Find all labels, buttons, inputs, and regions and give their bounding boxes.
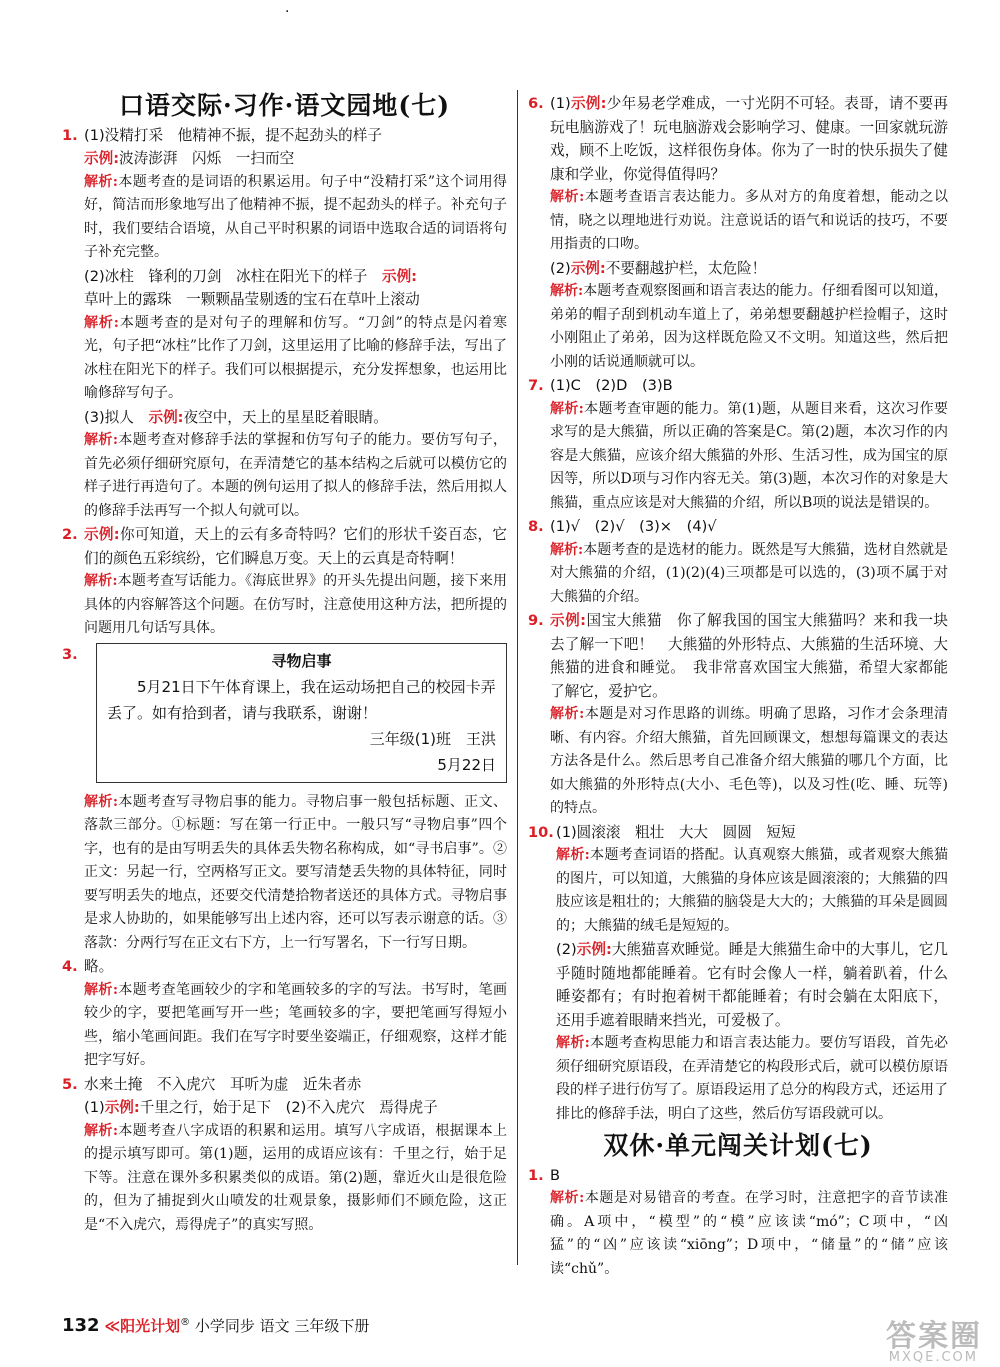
question-number: 1. bbox=[528, 1166, 544, 1184]
example-text: 夜空中，天上的星星眨着眼睛。 bbox=[183, 408, 388, 426]
analysis-text: 本题考查构思能力和语言表达能力。要仿写语段，首先必须仔细研究原语段，在弄清楚它的构段形式后，就可以模仿原语段的样子进行仿写了。原语段运用了总分的构段方式，还运用了排比的修辞手法，明白了这些，然后仿写语段就可以。 bbox=[556, 1035, 949, 1122]
analysis bbox=[84, 171, 507, 265]
analysis-label: 解析: bbox=[550, 1190, 585, 1206]
question-10 bbox=[528, 821, 948, 1127]
example-line bbox=[550, 92, 948, 186]
question-2 bbox=[62, 523, 507, 641]
question-5 bbox=[62, 1073, 507, 1238]
example-text: 波涛澎湃 闪烁 一扫而空 bbox=[119, 150, 295, 167]
question-number: 5. bbox=[62, 1075, 78, 1093]
answer-text: (1) bbox=[550, 95, 571, 112]
analysis-text: 本题考查写话能力。《海底世界》的开头先提出问题，接下来用具体的内容解答这个问题。在仿写时，注意使用这种方法，把所提的问题用几句话写具体。 bbox=[84, 573, 508, 636]
column-divider bbox=[517, 90, 518, 1265]
analysis-label: 解析: bbox=[550, 189, 585, 205]
analysis-text: 本题考查对修辞手法的掌握和仿写句子的能力。要仿写句子，首先必须仔细研究原句，在弄清楚它的基本结构之后就可以模仿它的样子进行再造句了。本题的例句运用了拟人的修辞手法，然后用拟人的修辞手法再写一个拟人句就可以。 bbox=[84, 432, 507, 519]
analysis-label: 解析: bbox=[556, 1035, 590, 1051]
example-line bbox=[84, 1096, 507, 1120]
analysis-text: 本题考查笔画较少的字和笔画较多的字的写法。书写时，笔画较少的字，要把笔画写开一些；笔画较多的字，要把笔画写得短小些，缩小笔画间距。我们在写字时要坐姿端正，仔细观察，这样才能把字写好。 bbox=[84, 981, 507, 1068]
answer-line bbox=[84, 406, 507, 430]
unit-question-1 bbox=[528, 1164, 948, 1282]
question-3 bbox=[62, 643, 507, 783]
analysis bbox=[550, 539, 948, 610]
question-8 bbox=[528, 515, 948, 609]
page-number: 132 bbox=[62, 1315, 100, 1336]
example-label: 示例: bbox=[550, 612, 587, 629]
right-column bbox=[528, 92, 948, 1281]
analysis bbox=[550, 398, 948, 516]
analysis-text: 本题考查的是词语的积累运用。句子中“没精打采”这个词用得好，简洁而形象地写出了他精神不振，提不起劲头的样子。补充句子时，我们要结合语境，从自己平时积累的词语中选取合适的词语将句子补充完整。 bbox=[84, 173, 507, 260]
question-6 bbox=[528, 92, 948, 374]
section-title-left: 口语交际·习作·语文园地(七) bbox=[118, 91, 451, 120]
example-label: 示例: bbox=[84, 526, 120, 543]
analysis-text: 本题考查审题的能力。第(1)题，从题目来看，这次习作要求写的是大熊猫，所以正确的答案是C。第(2)题，本次习作的内容是大熊猫，应该介绍大熊猫的外形、生活习性，成为国宝的原因等，所以D项与习作内容无关。第(3)题，本次习作的对象是大熊猫，重点应该是对大熊猫的介绍，所以B项的说法是错误的。 bbox=[550, 400, 948, 511]
example-text: 你可知道，天上的云有多奇特吗？它们的形状千姿百态，它们的颜色五彩缤纷，它们瞬息万变。天上的云真是奇特啊！ bbox=[84, 526, 507, 567]
notice-title: 寻物启事 bbox=[271, 651, 332, 670]
answer-line: (1)没精打采 他精神不振，提不起劲头的样子 bbox=[84, 126, 382, 144]
analysis bbox=[84, 979, 507, 1073]
book-title: 小学同步 语文 三年级下册 bbox=[194, 1317, 370, 1335]
analysis bbox=[550, 1187, 948, 1281]
question-number: 6. bbox=[528, 95, 544, 112]
analysis-text: 本题考查语言表达能力。多从对方的角度着想，能动之以情，晓之以理地进行劝说。注意说话的语气和说话的技巧，不要用指责的口吻。 bbox=[550, 189, 949, 252]
notice-signature: 三年级(1)班 王洪 bbox=[369, 729, 496, 748]
analysis bbox=[84, 791, 507, 956]
example-label: 示例: bbox=[381, 267, 418, 285]
analysis-text: 本题是对易错音的考查。在学习时，注意把字的音节读准确。A项中，“模型”的“模”应该读“mó”；C项中，“凶猛”的“凶”应该读“xiōng”；D项中，“储量”的“储”应该读“chǔ”。 bbox=[550, 1190, 949, 1277]
analysis-label: 解析: bbox=[84, 981, 118, 998]
example-label: 示例: bbox=[148, 408, 184, 426]
analysis-label: 解析: bbox=[84, 573, 118, 589]
analysis-text: 本题考查八字成语的积累和运用。填写八字成语，根据课本上的提示填写即可。第(1)题，运用的成语应该有：千里之行，始于足下等。注意在课外多积累类似的成语。第(2)题，靠近火山是很危险的，但为了捕捉到火山喷发的壮观景象，摄影师们不顾危险，这正是“不入虎穴，焉得虎子”的真实写照。 bbox=[84, 1122, 507, 1233]
example-line bbox=[84, 147, 507, 171]
analysis-label: 解析: bbox=[84, 793, 118, 810]
analysis-label: 解析: bbox=[84, 314, 119, 331]
example-line bbox=[84, 523, 507, 570]
analysis bbox=[84, 1120, 507, 1238]
question-1 bbox=[62, 124, 507, 524]
watermark-url: MXQE.COM bbox=[888, 1350, 978, 1365]
answer-line: B bbox=[550, 1166, 561, 1184]
analysis bbox=[556, 844, 948, 938]
example-label: 示例: bbox=[570, 259, 606, 277]
question-number: 7. bbox=[528, 377, 544, 394]
example-text: 国宝大熊猫 你了解我国的国宝大熊猫吗？来和我一块去了解一下吧！ 大熊猫的外形特点、大熊猫的生活环境、大熊猫的进食和睡觉。 我非常喜欢国宝大熊猫，希望大家都能了解它，爱护它。 bbox=[550, 612, 948, 700]
analysis-text: 本题考查的是选材的能力。既然是写大熊猫，选材自然就是对大熊猫的介绍，(1)(2)(4)三项都是可以选的，(3)项不属于对大熊猫的介绍。 bbox=[550, 541, 949, 605]
answer-line: 水来土掩 不入虎穴 耳听为虚 近朱者赤 bbox=[84, 1075, 362, 1093]
question-number: 3. bbox=[62, 645, 78, 663]
example-line bbox=[550, 257, 948, 281]
analysis-label: 解析: bbox=[550, 706, 585, 722]
example-label: 示例: bbox=[570, 95, 607, 112]
registered-mark: ® bbox=[180, 1317, 191, 1328]
question-number: 1. bbox=[62, 126, 78, 144]
answer-text: (2) bbox=[556, 941, 577, 958]
notice-date: 5月22日 bbox=[437, 755, 496, 774]
example-text: 不要翻越护栏，太危险！ bbox=[605, 259, 767, 277]
watermark-logo: 答案圈 bbox=[886, 1319, 982, 1354]
answer-line: (1)圆滚滚 粗壮 大大 圆圆 短短 bbox=[556, 823, 796, 841]
question-3-analysis bbox=[62, 791, 507, 956]
example-label: 示例: bbox=[576, 941, 612, 958]
example-text: 少年易老学难成，一寸光阴不可轻。表哥，请不要再玩电脑游戏了！玩电脑游戏会影响学习、健康。一回家就玩游戏，顾不上吃饭，这样很伤身体。你为了一时的快乐损失了健康和学业，你觉得值得吗？ bbox=[550, 95, 948, 183]
example-label: 示例: bbox=[104, 1099, 140, 1116]
brand-name: 阳光计划 bbox=[120, 1317, 181, 1335]
analysis-label: 解析: bbox=[550, 400, 584, 417]
answer-text: (2)冰柱 锋利的刀剑 冰柱在阳光下的样子 bbox=[84, 267, 368, 285]
answer-line: (1)C (2)D (3)B bbox=[550, 377, 673, 394]
analysis bbox=[556, 1032, 948, 1126]
answer-text: (1) bbox=[84, 1099, 105, 1116]
example-line bbox=[556, 938, 948, 1032]
answer-line: (1)√ (2)√ (3)× (4)√ bbox=[550, 518, 717, 535]
analysis-label: 解析: bbox=[556, 847, 590, 863]
question-number: 10. bbox=[528, 823, 554, 841]
analysis-text: 本题考查的是对句子的理解和仿写。“刀剑”的特点是闪着寒光，句子把“冰柱”比作了刀剑，这里运用了比喻的修辞手法，写出了冰柱在阳光下的样子。我们可以根据提示，充分发挥想象，也运用比喻修辞写句子。 bbox=[84, 314, 507, 401]
analysis-label: 解析: bbox=[550, 541, 584, 558]
section-title-right: 双休·单元闯关计划(七) bbox=[603, 1131, 873, 1160]
question-4 bbox=[62, 955, 507, 1073]
analysis-label: 解析: bbox=[84, 173, 118, 190]
analysis-text: 本题考查写寻物启事的能力。寻物启事一般包括标题、正文、落款三部分。①标题：写在第一行正中。一般只写“寻物启事”四个字，也有的是由写明丢失的具体丢失物名称构成，如“寻书启事”。②正文：另起一行，空两格写正文。要写清楚丢失物的具体特征，同时要写明丢失的地点，还要交代清楚拾物者送还的具体方式。寻物启事是求人协助的，如果能够写出上述内容，还可以写表示谢意的话。③落款：分两行写在正文右下方，上一行写署名，下一行写日期。 bbox=[84, 793, 507, 951]
answer-line: 略。 bbox=[84, 958, 114, 975]
example-line bbox=[550, 609, 948, 703]
page-footer bbox=[62, 1315, 369, 1336]
analysis-text: 本题是对习作思路的训练。明确了思路，习作才会条理清晰、有内容。介绍大熊猫，首先回顾课文，想想每篇课文的表达方法各是什么。然后思考自己准备介绍大熊猫的哪几个方面，比如大熊猫的外形特点(大小、毛色等)，以及习性(吃、睡、玩等)的特点。 bbox=[550, 706, 949, 816]
lost-notice-box bbox=[96, 643, 507, 783]
analysis bbox=[84, 312, 507, 406]
left-column bbox=[62, 92, 507, 1237]
header-mark: · bbox=[285, 4, 290, 20]
question-9 bbox=[528, 609, 948, 821]
analysis-label: 解析: bbox=[84, 1122, 118, 1139]
question-7 bbox=[528, 374, 948, 515]
analysis bbox=[550, 186, 948, 257]
example-label: 示例: bbox=[84, 150, 120, 167]
answer-line bbox=[84, 265, 507, 289]
analysis-text: 本题考查观察图画和语言表达的能力。仔细看图可以知道，弟弟的帽子刮到机动车道上了，弟弟想要翻越护栏捡帽子，这时小刚阻止了弟弟，因为这样既危险又不文明。知道这些，然后把小刚的话说通顺就可以。 bbox=[550, 283, 949, 370]
answer-text: (3)拟人 bbox=[84, 408, 149, 426]
notice-body: 5月21日下午体育课上，我在运动场把自己的校园卡弄丢了。如有拾到者，请与我联系，谢谢！ bbox=[107, 677, 496, 722]
analysis-label: 解析: bbox=[84, 432, 118, 448]
question-number: 4. bbox=[62, 958, 78, 975]
analysis bbox=[550, 703, 948, 821]
analysis bbox=[84, 429, 507, 523]
analysis bbox=[84, 570, 507, 641]
example-text: 大熊猫喜欢睡觉。睡是大熊猫生命中的大事儿，它几乎随时随地都能睡着。它有时会像人一样，躺着趴着，什么睡姿都有；有时抱着树干都能睡着；有时会躺在太阳底下，还用手遮着眼睛来挡光，可爱极了。 bbox=[556, 941, 948, 1029]
question-number: 2. bbox=[62, 526, 78, 543]
answer-text: (2) bbox=[550, 259, 571, 277]
example-text: 千里之行，始于足下 (2)不入虎穴 焉得虎子 bbox=[139, 1099, 438, 1116]
analysis bbox=[550, 280, 948, 374]
example-line: 草叶上的露珠 一颗颗晶莹剔透的宝石在草叶上滚动 bbox=[84, 291, 420, 308]
analysis-label: 解析: bbox=[550, 283, 584, 299]
brand-arrows: ≪ bbox=[104, 1317, 121, 1335]
question-number: 8. bbox=[528, 518, 544, 535]
analysis-text: 本题考查词语的搭配。认真观察大熊猫，或者观察大熊猫的图片，可以知道，大熊猫的身体应该是圆滚滚的；大熊猫的四肢应该是粗壮的；大熊猫的脑袋是大大的；大熊猫的耳朵是圆圆的；大熊猫的绒毛是短短的。 bbox=[556, 847, 949, 934]
question-number: 9. bbox=[528, 612, 544, 629]
